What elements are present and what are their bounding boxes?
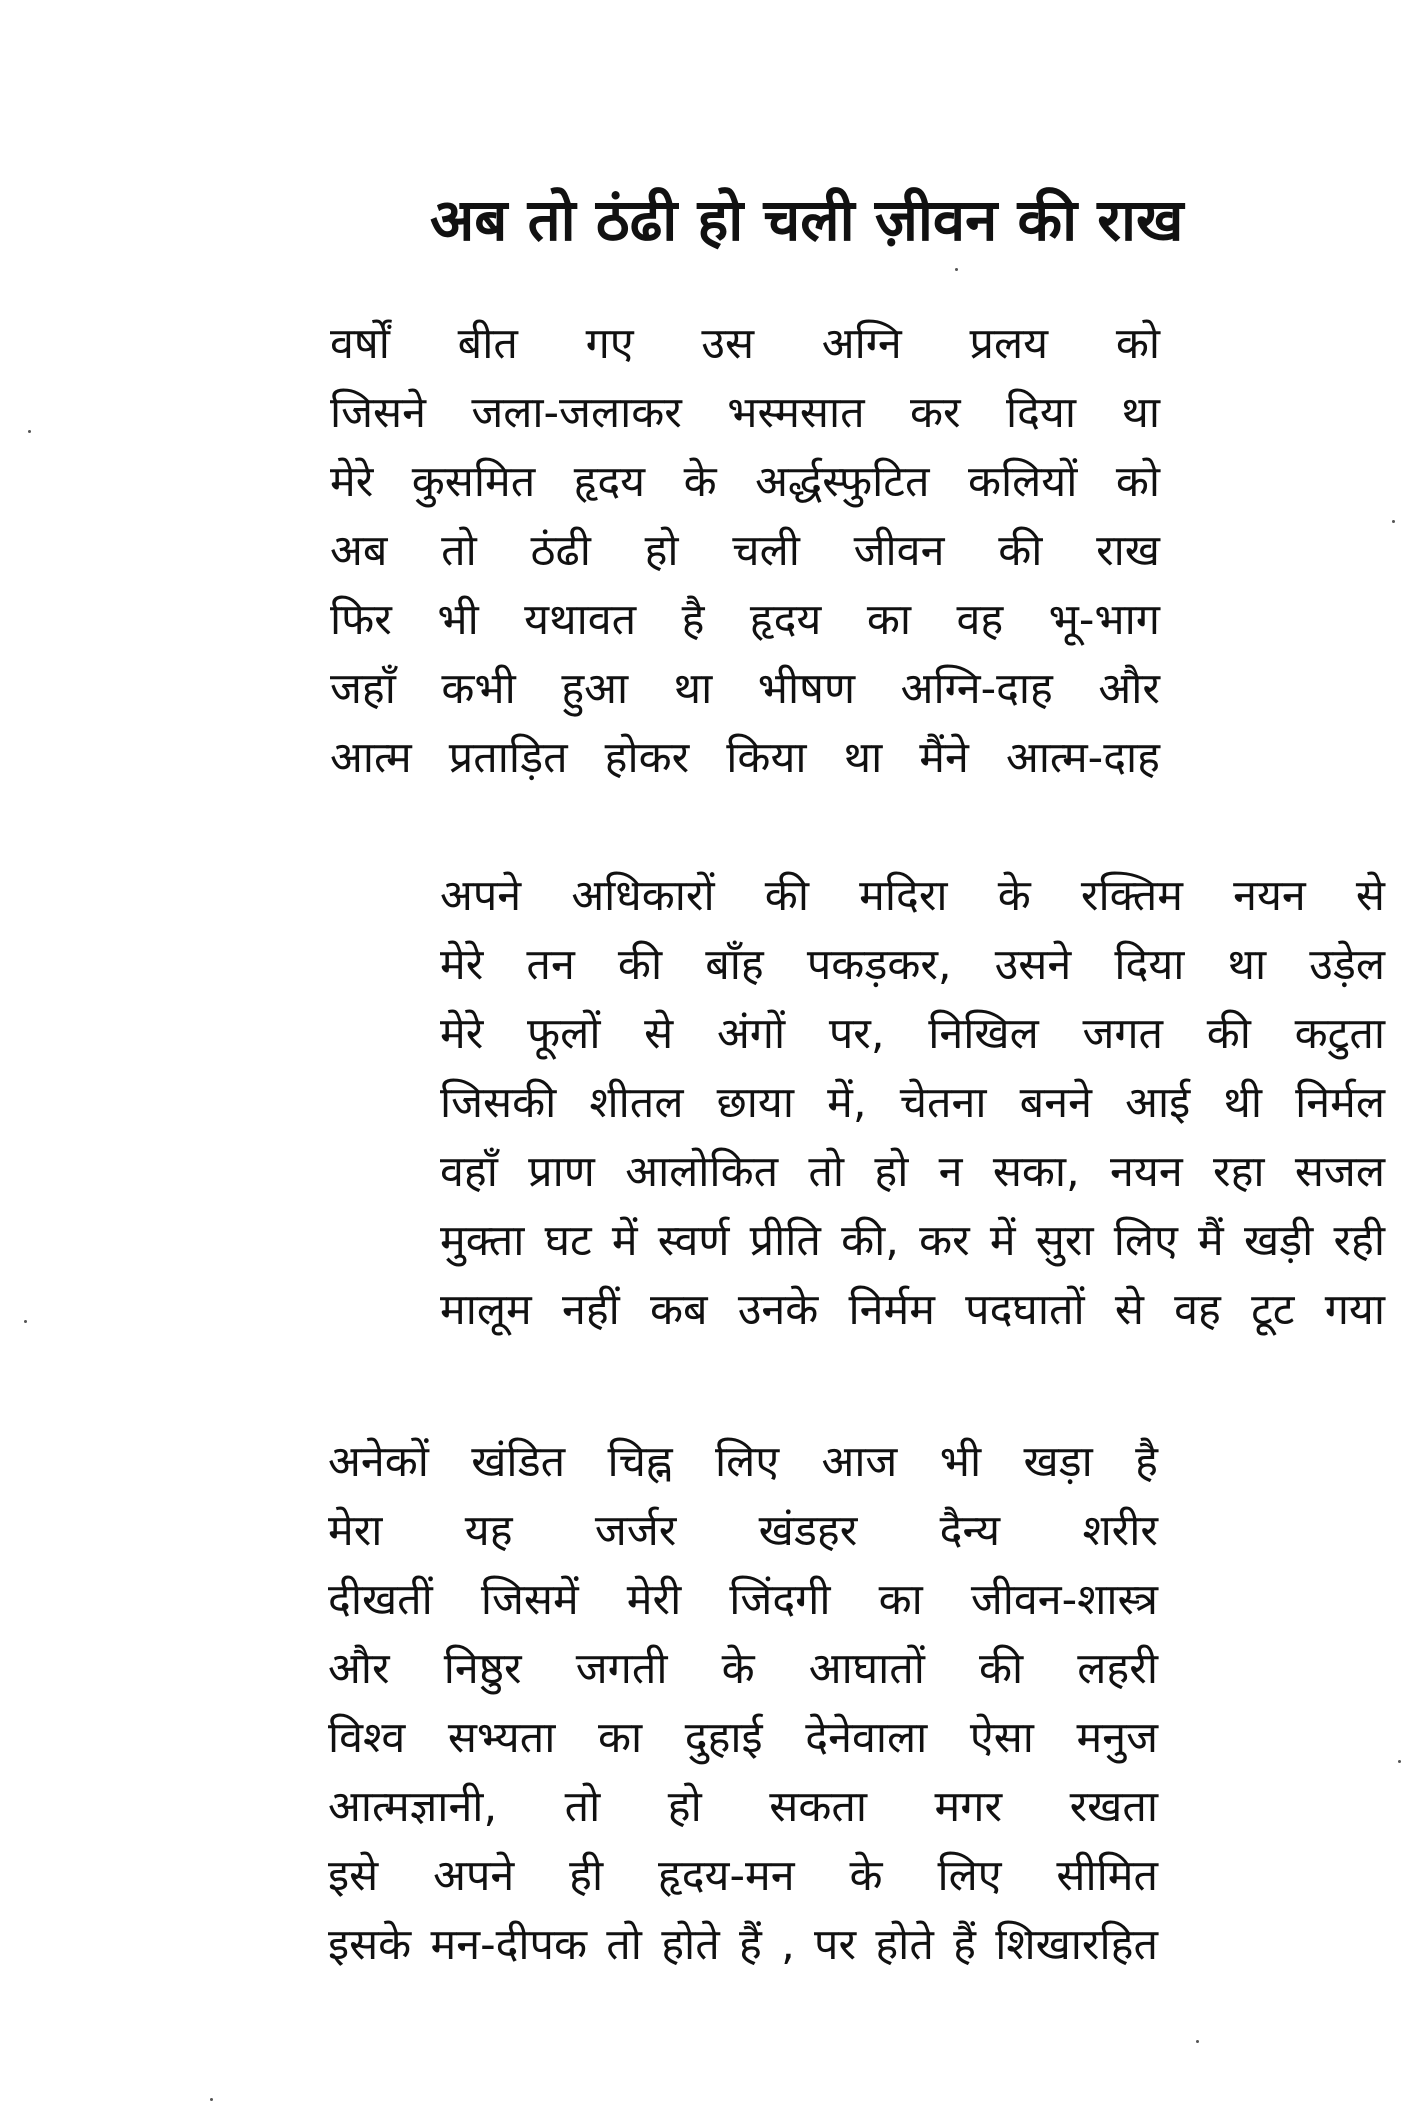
poem-line: जिसने जला-जलाकर भस्मसात कर दिया था (330, 388, 1160, 438)
poem-line: वहाँ प्राण आलोकित तो हो न सका, नयन रहा सजल (440, 1147, 1385, 1197)
poem-line: दीखतीं जिसमें मेरी जिंदगी का जीवन-शास्त्र (328, 1575, 1158, 1625)
poem-line: अपने अधिकारों की मदिरा के रक्तिम नयन से (440, 871, 1385, 921)
poem-line: फिर भी यथावत है हृदय का वह भू-भाग (330, 595, 1160, 645)
scan-speck (210, 2098, 213, 2101)
poem-line: जहाँ कभी हुआ था भीषण अग्नि-दाह और (330, 664, 1160, 714)
poem-title: अब तो ठंढी हो चली ज़ीवन की राख (430, 186, 1184, 254)
poem-line: आत्म प्रताड़ित होकर किया था मैंने आत्म-दाह (330, 733, 1160, 783)
scan-speck (1196, 2040, 1199, 2043)
poem-line: विश्व सभ्यता का दुहाई देनेवाला ऐसा मनुज (328, 1713, 1158, 1763)
poem-line: मालूम नहीं कब उनके निर्मम पदघातों से वह टूट गया (440, 1285, 1385, 1335)
scan-speck (1392, 520, 1395, 523)
poem-line: मेरे तन की बाँह पकड़कर, उसने दिया था उड़ेल (440, 940, 1385, 990)
scan-speck (955, 268, 958, 271)
scan-speck (24, 1320, 27, 1323)
scan-speck (1398, 1760, 1401, 1763)
poem-line: वर्षों बीत गए उस अग्नि प्रलय को (330, 319, 1160, 369)
poem-line: मुक्ता घट में स्वर्ण प्रीति की, कर में सुरा लिए मैं खड़ी रही (440, 1216, 1385, 1266)
poem-line: मेरा यह जर्जर खंडहर दैन्य शरीर (328, 1506, 1158, 1556)
scan-speck (28, 430, 31, 433)
stanza-2 (440, 862, 1385, 1345)
poem-line: और निष्ठुर जगती के आघातों की लहरी (328, 1644, 1158, 1694)
poem-line: इसके मन-दीपक तो होते हैं , पर होते हैं शिखारहित (328, 1920, 1158, 1970)
poem-line: इसे अपने ही हृदय-मन के लिए सीमित (328, 1851, 1158, 1901)
poem-line: मेरे कुसमित हृदय के अर्द्धस्फुटित कलियों को (330, 457, 1160, 507)
stanza-1 (330, 310, 1160, 793)
stanza-3 (328, 1428, 1158, 1980)
poem-line: जिसकी शीतल छाया में, चेतना बनने आई थी निर्मल (440, 1078, 1385, 1128)
poem-line: अब तो ठंढी हो चली जीवन की राख (330, 526, 1160, 576)
poem-line: अनेकों खंडित चिह्न लिए आज भी खड़ा है (328, 1437, 1158, 1487)
poem-line: आत्मज्ञानी, तो हो सकता मगर रखता (328, 1782, 1158, 1832)
poem-line: मेरे फूलों से अंगों पर, निखिल जगत की कटुता (440, 1009, 1385, 1059)
